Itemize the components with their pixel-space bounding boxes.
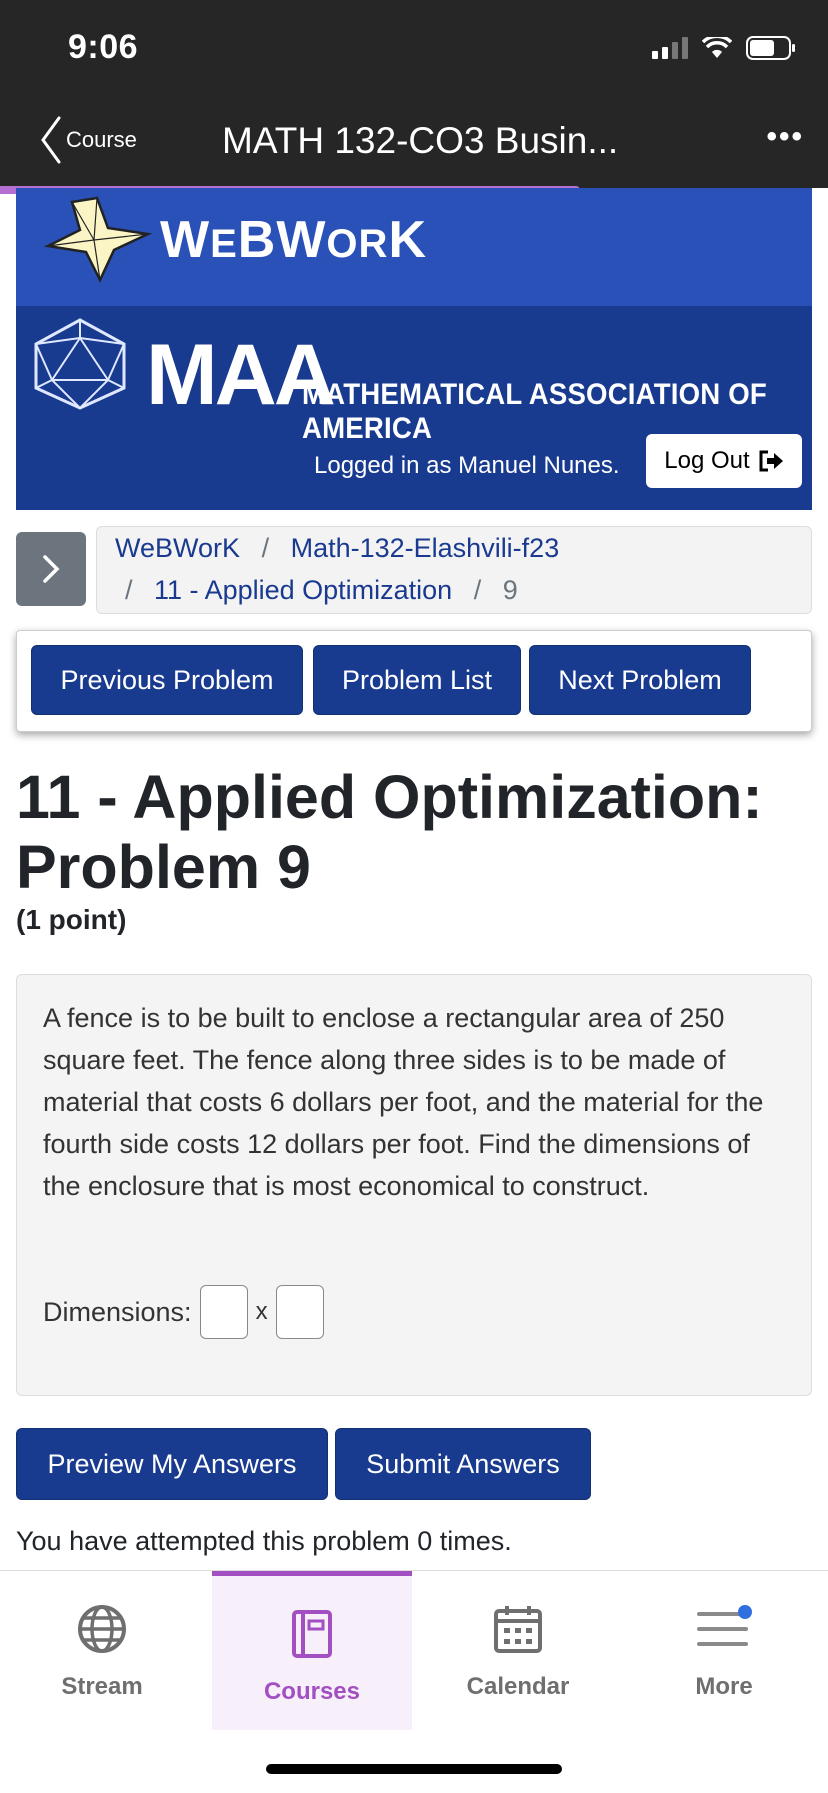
breadcrumb-link-course[interactable]: Math-132-Elashvili-f23	[290, 533, 560, 563]
submit-answers-button[interactable]: Submit Answers	[335, 1428, 591, 1500]
course-book-icon	[291, 1609, 333, 1659]
wifi-icon	[702, 37, 732, 59]
page-title: 11 - Applied Optimization: Problem 9	[16, 763, 763, 901]
sidebar-toggle-button[interactable]	[16, 532, 86, 606]
cellular-signal-icon	[652, 37, 688, 59]
tab-courses[interactable]	[212, 1571, 412, 1730]
more-options-icon[interactable]: •••	[766, 120, 804, 153]
tab-calendar-label: Calendar	[466, 1673, 570, 1700]
maa-icosahedron-logo-icon	[30, 318, 130, 410]
chevron-left-icon	[40, 116, 62, 164]
nav-title: MATH 132-CO3 Busin...	[222, 120, 619, 161]
webwork-star-logo-icon	[42, 194, 152, 284]
app-nav-bar	[0, 96, 828, 188]
status-icons	[652, 36, 796, 60]
back-button[interactable]	[40, 116, 137, 164]
sign-out-icon	[758, 450, 784, 472]
tab-more[interactable]	[624, 1571, 824, 1725]
answer-input-width[interactable]	[276, 1285, 324, 1339]
breadcrumb-link-webwork[interactable]: WeBWorK	[115, 533, 241, 563]
times-sign: x	[255, 1298, 268, 1325]
problem-list-button[interactable]: Problem List	[313, 645, 521, 715]
problem-nav-bar	[16, 630, 812, 732]
tab-stream[interactable]	[2, 1571, 202, 1725]
problem-points: (1 point)	[16, 904, 127, 935]
tab-more-label: More	[695, 1673, 753, 1700]
calendar-icon	[493, 1604, 543, 1654]
problem-statement: A fence is to be built to enclose a rectangular area of 250 square feet. The fence along three sides is to be made of material that costs 6 dollars per foot, and the material for the fourth side costs 12 dollars per foot. Find the dimensions of the enclosure that is most economical to construct.	[43, 1003, 764, 1201]
preview-answers-button[interactable]: Preview My Answers	[16, 1428, 328, 1500]
breadcrumb-separator: /	[125, 575, 133, 605]
webwork-logo: WEBWORK	[160, 211, 427, 269]
globe-icon	[77, 1604, 127, 1654]
back-label: Course	[66, 127, 137, 152]
breadcrumb-separator: /	[261, 533, 270, 563]
answer-row	[43, 1285, 324, 1339]
maa-logo-text: MAA	[146, 327, 333, 423]
tab-calendar[interactable]	[418, 1571, 618, 1725]
bottom-tab-bar	[0, 1570, 828, 1793]
status-time: 9:06	[68, 28, 139, 66]
breadcrumb-separator: /	[473, 575, 482, 605]
menu-icon	[696, 1604, 752, 1654]
home-indicator	[266, 1764, 562, 1774]
breadcrumb-current: 9	[502, 575, 518, 605]
battery-icon	[746, 36, 796, 60]
previous-problem-button[interactable]: Previous Problem	[31, 645, 303, 715]
breadcrumb	[96, 526, 812, 614]
attempts-count: You have attempted this problem 0 times.	[16, 1526, 512, 1556]
logged-in-status: Logged in as Manuel Nunes.	[314, 452, 620, 479]
next-problem-button[interactable]: Next Problem	[529, 645, 751, 715]
tab-stream-label: Stream	[61, 1673, 143, 1700]
problem-body	[16, 974, 812, 1396]
breadcrumb-link-set[interactable]: 11 - Applied Optimization	[154, 575, 453, 605]
logout-label: Log Out	[664, 447, 750, 474]
tab-courses-label: Courses	[263, 1678, 361, 1705]
chevron-right-icon	[41, 554, 61, 584]
answer-label: Dimensions:	[43, 1296, 192, 1327]
notification-badge	[738, 1605, 752, 1619]
answer-input-length[interactable]	[200, 1285, 248, 1339]
maa-subtitle: MATHEMATICAL ASSOCIATION OF AMERICA	[302, 378, 767, 445]
status-bar	[0, 0, 828, 96]
logout-button[interactable]	[646, 434, 802, 488]
